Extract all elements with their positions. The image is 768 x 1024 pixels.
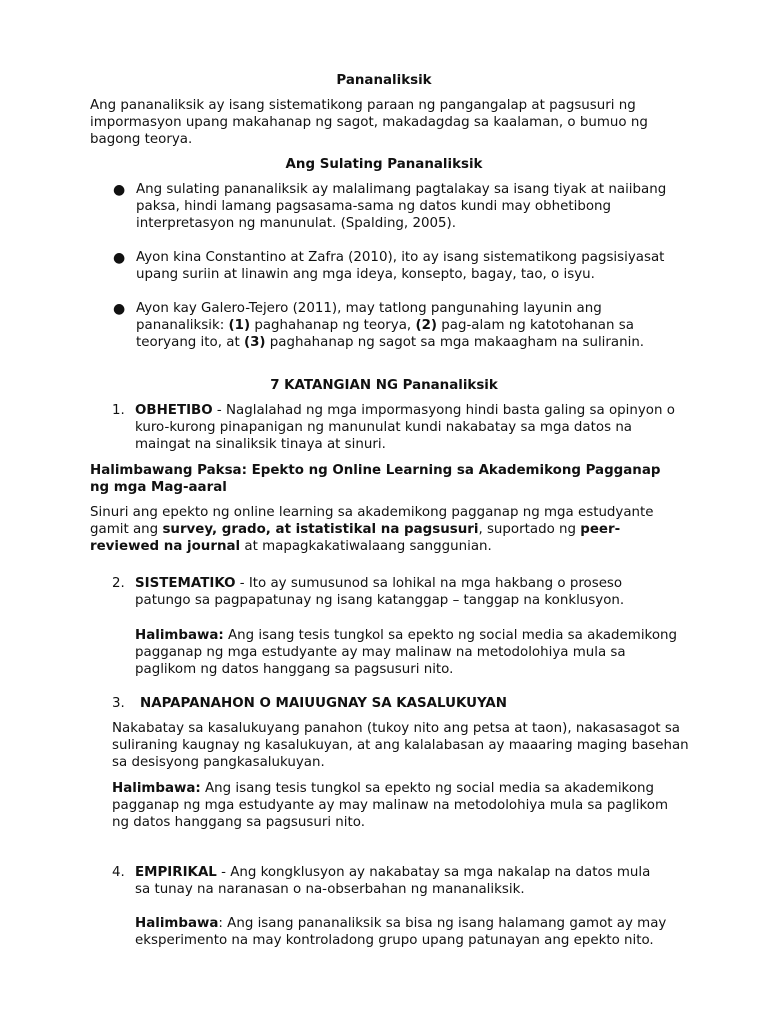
bullet-item: Ang sulating pananaliksik ay malalimang pagtalakay sa isang tiyak at naiibang paksa, hindi lamang pagsasama-sama ng datos kundi may obhetibong interpretasyon ng manunulat. (Spalding, 2005). — [136, 182, 667, 231]
item-number: 3. — [112, 696, 125, 711]
bullet-text-part: Ayon kay Galero-Tejero (2011), may tatlong pangunahing layunin ang pananaliksik: — [136, 301, 602, 333]
example-text: : Ang isang pananaliksik sa bisa ng isang halamang gamot ay may eksperimento na may kontroladong grupo upang patunayan ang epekto nito. — [135, 916, 667, 948]
bullet-text-part: pag-alam ng katotohanan sa teoryang ito, at — [136, 318, 634, 350]
page-title: Pananaliksik — [336, 73, 432, 88]
item-description: - Naglalahad ng mga impormasyong hindi basta galing sa opinyon o kuro-kurong pinapanigan ng manunulat kundi nakabatay sa mga datos na maingat na sinaliksik tinaya at sinuri. — [135, 403, 675, 452]
sample-text-part: , suportado ng — [478, 522, 581, 537]
item-napapanahon-description: Nakabatay sa kasalukuyang panahon (tukoy nito ang petsa at taon), nakasasagot sa suliraning kaugnay ng kasalukuyan, at ang kalalabasan ay maaaring maging basehan sa desisyong pangkasalukuyan. — [112, 721, 689, 770]
example-label: Halimbawa — [135, 916, 219, 931]
example-text: Ang isang tesis tungkol sa epekto ng social media sa akademikong pagganap ng mga estudyante ay may malinaw na metodolohiya mula sa paglikom ng datos hanggang sa pagsusuri nito. — [135, 628, 677, 677]
sample-text-part: Sinuri ang epekto ng online learning sa akademikong pagganap ng mga estudyante gamit ang — [90, 505, 654, 537]
item-sistematiko — [135, 575, 645, 609]
sample-text-part: at mapagkakatiwalaang sanggunian. — [240, 539, 492, 554]
bullet-marker: ● — [113, 250, 126, 266]
example-label: Halimbawa: — [135, 628, 224, 643]
bullet-item: Ayon kina Constantino at Zafra (2010), ito ay isang sistematikong pagsisiyasat upang suriin at linawin ang mga ideya, konsepto, bagay, tao, o isyu. — [136, 250, 665, 282]
bullet-text-part: paghahanap ng teorya, — [250, 318, 416, 333]
example-sistematiko — [135, 627, 680, 678]
sample-bold-part: peer-reviewed na journal — [90, 522, 621, 554]
item-empirikal — [135, 864, 655, 898]
example-text: Ang isang tesis tungkol sa epekto ng social media sa akademikong pagganap ng mga estudyante ay may malinaw na metodolohiya mula sa paglikom ng datos hanggang sa pagsusuri nito. — [112, 781, 669, 830]
bullet-marker: ● — [113, 182, 126, 198]
sample-topic: Halimbawang Paksa: Epekto ng Online Learning sa Akademikong Pagganap ng mga Mag-aaral — [90, 463, 661, 495]
item-term: EMPIRIKAL — [135, 865, 217, 880]
bullet-number: (3) — [243, 335, 266, 350]
item-napapanahon-term: NAPAPANAHON O MAIUUGNAY SA KASALUKUYAN — [140, 696, 507, 711]
item-obhetibo — [135, 402, 680, 453]
section-heading-katangian: 7 KATANGIAN NG Pananaliksik — [270, 378, 498, 393]
item-number: 1. — [112, 403, 125, 418]
bullet-item — [136, 300, 656, 351]
bullet-number: (1) — [228, 318, 251, 333]
item-term: OBHETIBO — [135, 403, 213, 418]
example-napapanahon — [112, 780, 682, 831]
item-number: 2. — [112, 576, 125, 591]
sample-paragraph — [90, 504, 665, 555]
item-description: - Ito ay sumusunod sa lohikal na mga hakbang o proseso patungo sa pagpapatunay ng isang katanggap – tanggap na konklusyon. — [135, 576, 625, 608]
example-label: Halimbawa: — [112, 781, 201, 796]
bullet-number: (2) — [415, 318, 438, 333]
sample-bold-part: survey, grado, at istatistikal na pagsusuri — [162, 522, 479, 537]
bullet-text-part: paghahanap ng sagot sa mga makaagham na suliranin. — [265, 335, 645, 350]
item-description: - Ang kongklusyon ay nakabatay sa mga nakalap na datos mula sa tunay na naranasan o na-obserbahan ng mananaliksik. — [135, 865, 651, 897]
item-term: SISTEMATIKO — [135, 576, 236, 591]
section-heading-sulating: Ang Sulating Pananaliksik — [285, 157, 483, 172]
bullet-marker: ● — [113, 301, 126, 317]
item-number: 4. — [112, 865, 125, 880]
intro-paragraph: Ang pananaliksik ay isang sistematikong paraan ng pangangalap at pagsusuri ng impormasyon upang makahanap ng sagot, makadagdag sa kaalaman, o bumuo ng bagong teorya. — [90, 98, 648, 147]
example-empirikal — [135, 915, 675, 949]
